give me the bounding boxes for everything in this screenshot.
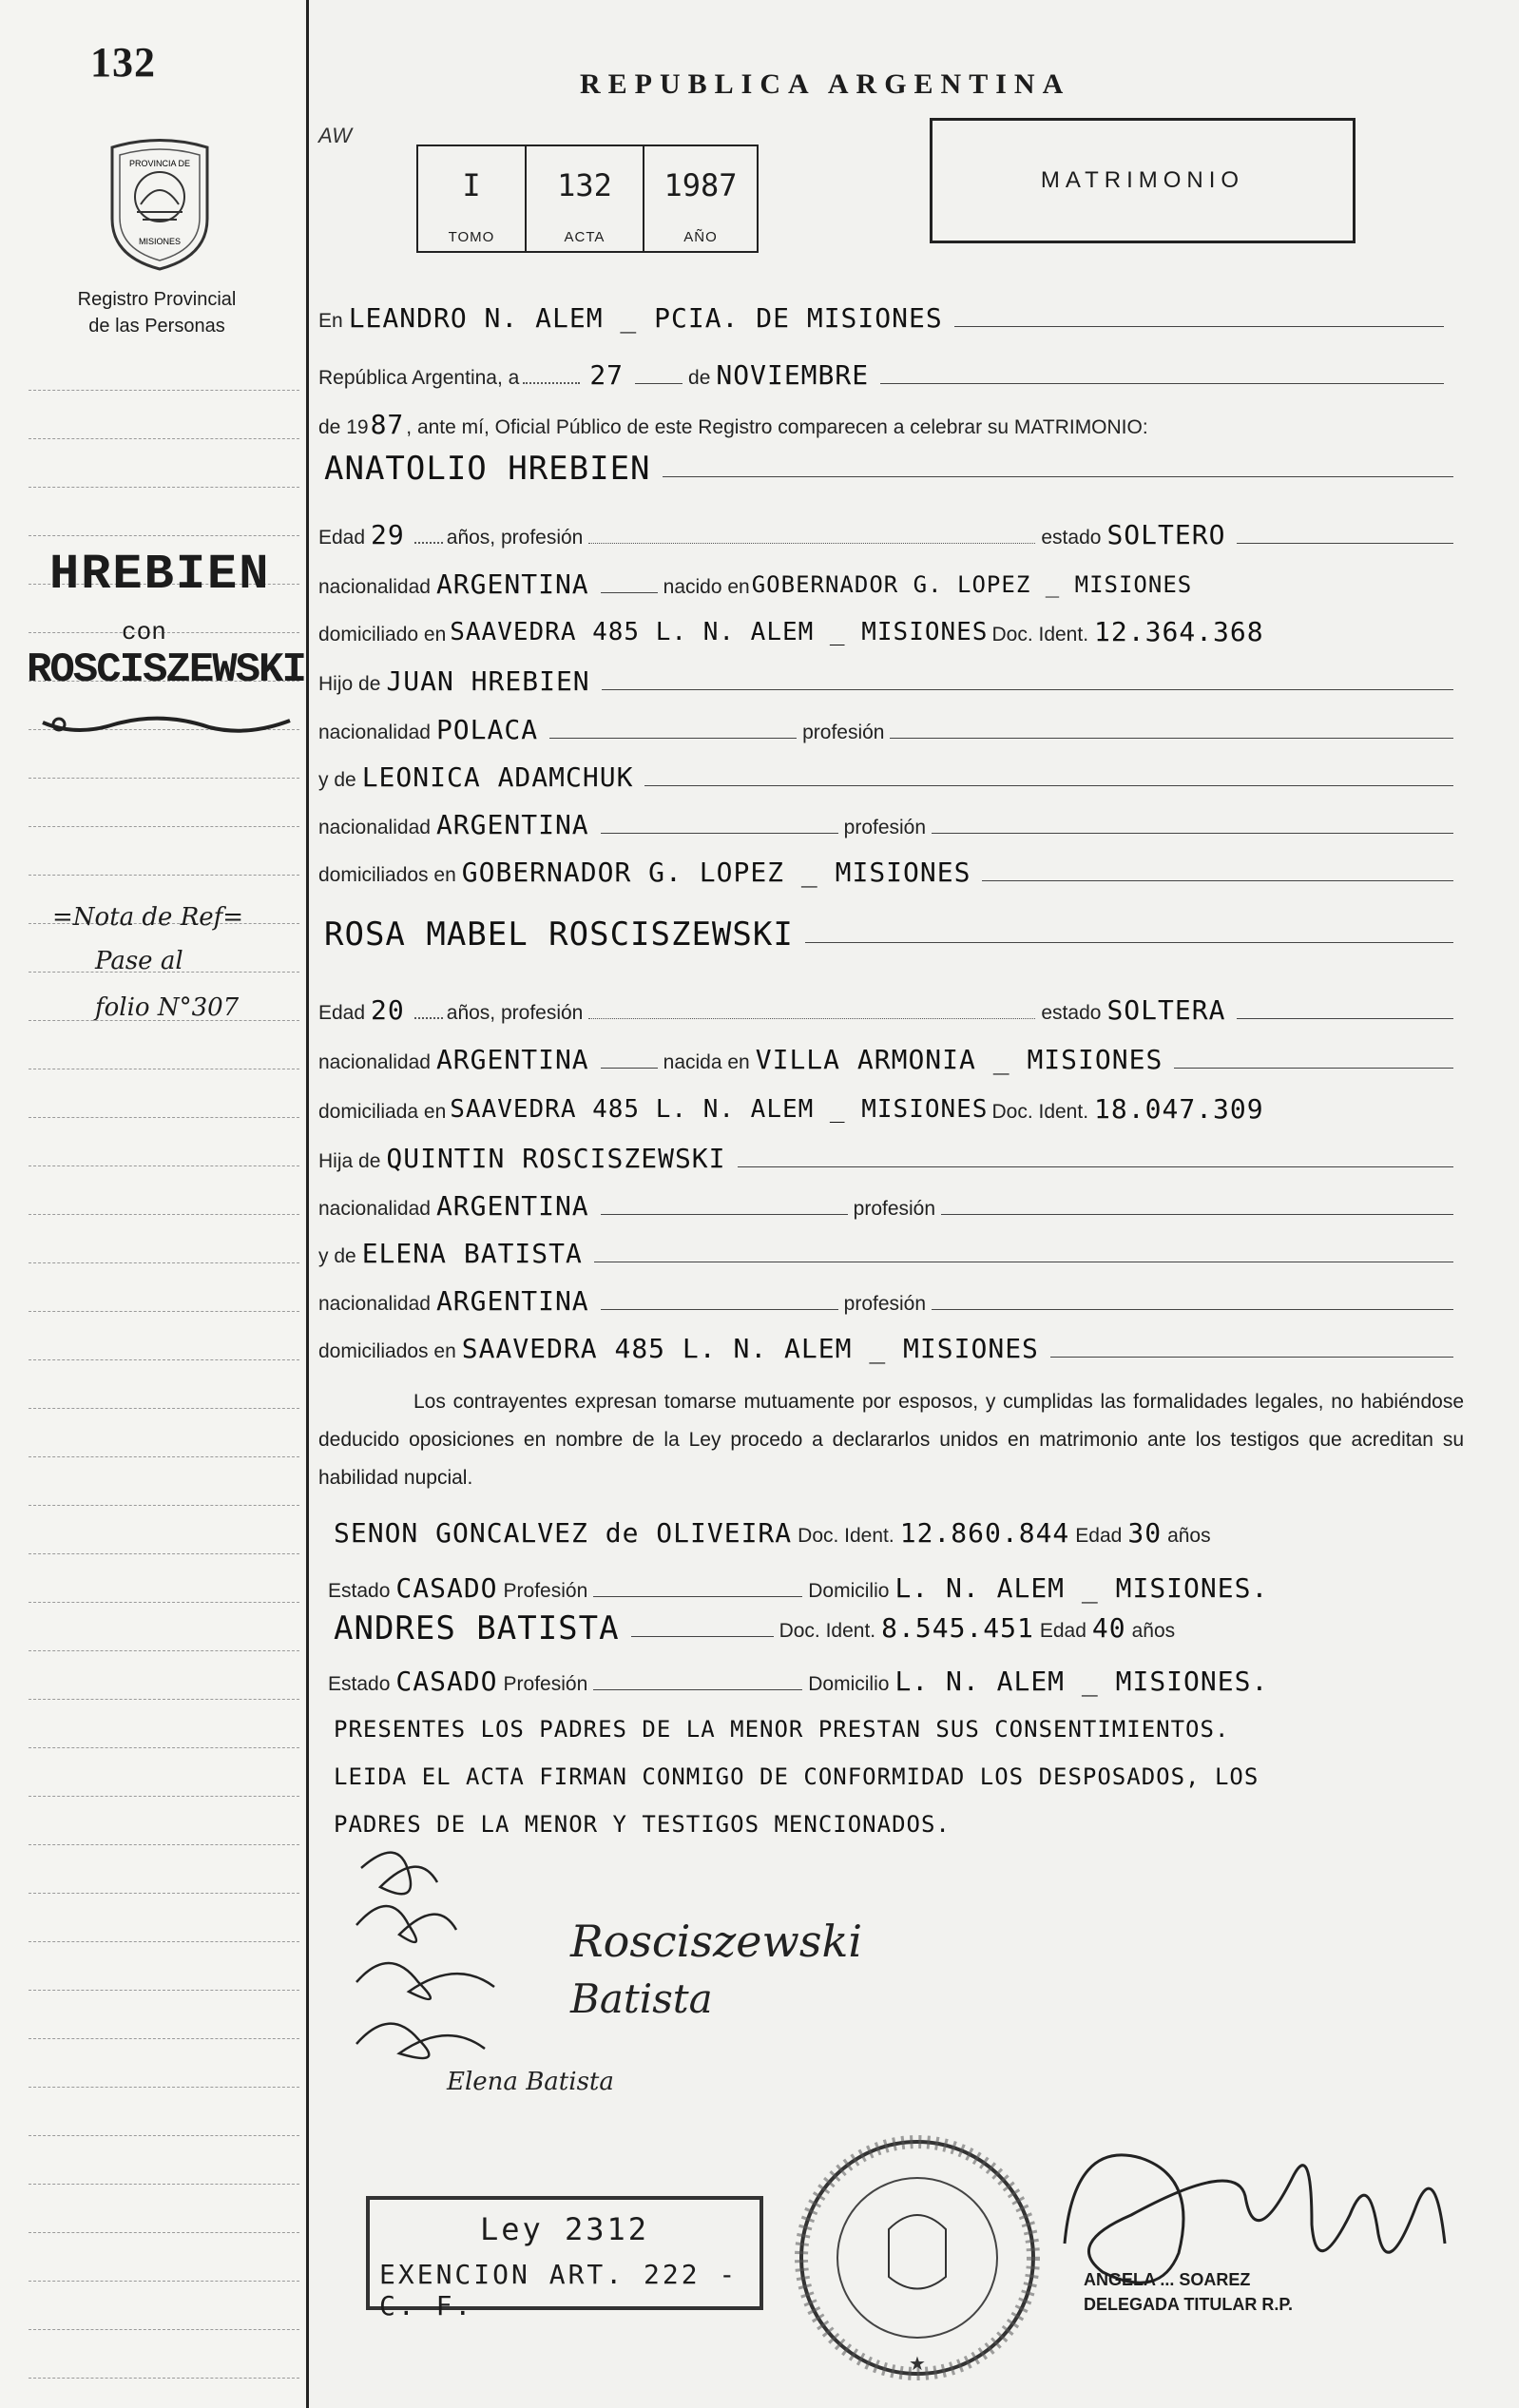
bride-mother-nac-row [318, 1280, 1459, 1316]
registry-label-line1: Registro Provincial [77, 289, 237, 310]
witness1-row [328, 1512, 1464, 1548]
margin-surname-bride: ROSCISZEWSKI [27, 646, 305, 694]
witness1-details-row [328, 1567, 1464, 1603]
margin-ruled-line [29, 1796, 299, 1797]
groom-edad-label: Edad [318, 527, 366, 549]
bride-mother-row [318, 1232, 1459, 1268]
margin-note-pase: Pase al [95, 947, 183, 975]
margin-note-ref: =Nota de Ref= [52, 903, 244, 932]
groom-nac-label: nacionalidad [318, 576, 431, 598]
tomo-label: TOMO [448, 229, 495, 245]
witness2-dom: L. N. ALEM _ MISIONES. [894, 1666, 1269, 1697]
margin-ruled-line [29, 2378, 299, 2379]
date-label: República Argentina, a [318, 367, 520, 389]
notes-line1-row [328, 1707, 1464, 1743]
official-title: DELEGADA TITULAR R.P. [1084, 2295, 1294, 2314]
margin-ruled-line [29, 1408, 299, 1409]
signature-batista: Batista [570, 1975, 713, 2022]
declaration-paragraph [318, 1383, 1464, 1497]
notes-line3: PADRES DE LA MENOR Y TESTIGOS MENCIONADOS. [334, 1811, 951, 1838]
margin-ruled-line [29, 2038, 299, 2039]
stamp-line1: Ley 2312 [479, 2211, 650, 2247]
groom-parents-dom-label: domiciliados en [318, 864, 456, 886]
crest-text-bottom: MISIONES [138, 237, 182, 246]
document-title: REPUBLICA ARGENTINA [580, 68, 1071, 100]
groom-name: ANATOLIO HREBIEN [324, 450, 651, 488]
groom-father-nac-label: nacionalidad [318, 722, 431, 743]
official-seal-icon [794, 2134, 1041, 2381]
margin-ruled-line [29, 1311, 299, 1312]
margin-ruled-line [29, 1359, 299, 1360]
margin-ruled-line [29, 826, 299, 827]
bride-mother: ELENA BATISTA [361, 1238, 583, 1269]
margin-ruled-line [29, 1165, 299, 1166]
notes-line2-row [328, 1755, 1464, 1791]
margin-rule [306, 0, 309, 2408]
groom-mother-row [318, 756, 1459, 792]
tomo-cell [418, 146, 527, 251]
bride-nac-label: nacionalidad [318, 1051, 431, 1073]
margin-ruled-line [29, 1747, 299, 1748]
groom-yde-label: y de [318, 769, 356, 791]
year-row [318, 403, 1450, 439]
signature-scribbles-icon [342, 1830, 589, 2096]
groom-dom-row [318, 610, 1473, 646]
place-row [318, 297, 1450, 333]
document-type: MATRIMONIO [1040, 167, 1245, 193]
official-stamp [1084, 2267, 1293, 2317]
witness1-doc-label: Doc. Ident. [798, 1525, 894, 1547]
margin-column [0, 0, 304, 2408]
bride-father: QUINTIN ROSCISZEWSKI [386, 1143, 726, 1174]
margin-ruled-line [29, 438, 299, 439]
margin-ruled-line [29, 1893, 299, 1894]
witness2-anos-label: años [1131, 1620, 1176, 1642]
record-box [416, 144, 759, 253]
margin-ruled-line [29, 1990, 299, 1991]
margin-ruled-line [29, 778, 299, 779]
bride-father-nac: ARGENTINA [435, 1190, 589, 1222]
bride-doc-label: Doc. Ident. [991, 1101, 1089, 1123]
margin-ruled-line [29, 1505, 299, 1506]
bride-parents-dom-label: domiciliados en [318, 1340, 456, 1362]
acta-label: ACTA [564, 229, 606, 245]
bride-parents-dom-row [318, 1327, 1459, 1363]
acta-value: 132 [557, 167, 612, 203]
margin-ruled-line [29, 2087, 299, 2088]
exemption-stamp [366, 2196, 763, 2321]
witness2-row [328, 1607, 1464, 1647]
bride-estado-label: estado [1041, 1002, 1102, 1024]
bride-doc: 18.047.309 [1094, 1093, 1264, 1125]
margin-ruled-line [29, 1117, 299, 1118]
bride-father-nac-label: nacionalidad [318, 1198, 431, 1220]
groom-edad-row [318, 513, 1459, 549]
groom-mother-nac-row [318, 803, 1459, 839]
margin-ruled-line [29, 1456, 299, 1457]
margin-ruled-line [29, 1602, 299, 1603]
signature-rosciszewski: Rosciszewski [570, 1916, 863, 1967]
groom-nac: ARGENTINA [435, 568, 589, 600]
groom-estado: SOLTERO [1106, 519, 1226, 550]
acta-cell [527, 146, 644, 251]
bride-edad: 20 [371, 994, 405, 1026]
year-label: de 19 [318, 416, 369, 438]
margin-ruled-line [29, 2184, 299, 2185]
margin-ruled-line [29, 875, 299, 876]
witness2-dom-label: Domicilio [808, 1673, 890, 1695]
registry-label-line2: de las Personas [88, 316, 225, 337]
groom-father-prof-label: profesión [802, 722, 885, 743]
page-number: 132 [90, 39, 156, 86]
margin-ruled-line [29, 2232, 299, 2233]
bride-dom: SAAVEDRA 485 L. N. ALEM _ MISIONES [450, 1095, 989, 1124]
margin-ruled-line [29, 390, 299, 391]
year-rest-text: , ante mí, Oficial Público de este Registro comparecen a celebrar su MATRIMONIO: [406, 416, 1148, 438]
groom-father-row [318, 660, 1459, 696]
bride-father-nac-row [318, 1185, 1459, 1221]
witness1-name: SENON GONCALVEZ de OLIVEIRA [334, 1517, 793, 1549]
bride-parents-dom: SAAVEDRA 485 L. N. ALEM _ MISIONES [461, 1333, 1039, 1364]
bride-hija-label: Hija de [318, 1150, 381, 1172]
bride-father-row [318, 1137, 1459, 1173]
notes-line2: LEIDA EL ACTA FIRMAN CONMIGO DE CONFORMIDAD LOS DESPOSADOS, LOS [334, 1763, 1259, 1790]
groom-mother-nac: ARGENTINA [435, 809, 589, 840]
groom-father: JUAN HREBIEN [386, 665, 590, 697]
witness1-prof-label: Profesión [503, 1580, 588, 1602]
witness2-doc: 8.545.451 [881, 1612, 1034, 1644]
witness2-name: ANDRES BATISTA [334, 1609, 620, 1647]
crest-text-top: PROVINCIA DE [128, 159, 191, 168]
bride-nacido-label: nacida en [663, 1051, 750, 1073]
witness2-prof-label: Profesión [503, 1673, 588, 1695]
notes-line1: PRESENTES LOS PADRES DE LA MENOR PRESTAN SUS CONSENTIMIENTOS. [334, 1716, 1230, 1743]
witness2-details-row [328, 1660, 1464, 1696]
bride-name: ROSA MABEL ROSCISZEWSKI [324, 915, 794, 954]
witness1-dom-label: Domicilio [808, 1580, 890, 1602]
margin-ruled-line [29, 535, 299, 536]
groom-mother-prof-label: profesión [843, 817, 927, 838]
groom-parents-dom: GOBERNADOR G. LOPEZ _ MISIONES [461, 857, 971, 888]
ano-value: 1987 [663, 167, 738, 203]
groom-edad: 29 [371, 519, 405, 550]
margin-ruled-line [29, 1262, 299, 1263]
year-value: 87 [370, 409, 405, 440]
groom-nac-row [318, 563, 1473, 599]
witness2-estado-label: Estado [328, 1673, 391, 1695]
date-month: NOVIEMBRE [716, 359, 870, 391]
margin-ruled-line [29, 1214, 299, 1215]
place-label: En [318, 310, 343, 332]
ano-cell [644, 146, 757, 251]
place-value: LEANDRO N. ALEM _ PCIA. DE MISIONES [348, 302, 943, 334]
official-name: ANGELA ... SOAREZ [1084, 2270, 1251, 2289]
witness1-estado-label: Estado [328, 1580, 391, 1602]
groom-anos-label: años, profesión [446, 527, 584, 549]
groom-dom-label: domiciliado en [318, 624, 447, 645]
groom-parents-dom-row [318, 851, 1459, 887]
margin-ruled-line [29, 487, 299, 488]
bride-dom-row [318, 1088, 1473, 1124]
svg-text:★: ★ [909, 2352, 926, 2375]
tomo-value: I [462, 167, 481, 203]
bride-edad-row [318, 989, 1459, 1025]
margin-ruled-line [29, 1699, 299, 1700]
margin-connector: con [122, 618, 166, 646]
margin-ruled-line [29, 1650, 299, 1651]
margin-surname-groom: HREBIEN [49, 547, 271, 603]
margin-ruled-line [29, 1941, 299, 1942]
groom-mother-nac-label: nacionalidad [318, 817, 431, 838]
groom-hijo-label: Hijo de [318, 673, 381, 695]
witness2-doc-label: Doc. Ident. [779, 1620, 876, 1642]
stamp-line2: EXENCION ART. 222 - C. F. [379, 2259, 739, 2321]
witness2-edad: 40 [1091, 1612, 1126, 1644]
margin-ruled-line [29, 1844, 299, 1845]
groom-father-nac-row [318, 708, 1459, 744]
margin-flourish-icon [38, 703, 295, 742]
bride-mother-nac: ARGENTINA [435, 1285, 589, 1317]
bride-estado: SOLTERA [1106, 994, 1226, 1026]
groom-estado-label: estado [1041, 527, 1102, 549]
groom-doc: 12.364.368 [1094, 616, 1264, 647]
witness2-estado: CASADO [395, 1666, 498, 1697]
groom-mother: LEONICA ADAMCHUK [361, 761, 634, 793]
margin-ruled-line [29, 2329, 299, 2330]
groom-father-nac: POLACA [435, 714, 539, 745]
bride-yde-label: y de [318, 1245, 356, 1267]
declaration-text: Los contrayentes expresan tomarse mutuamente por esposos, y cumplidas las formalidades legales, no habiéndose deducido oposiciones en nombre de la Ley procedo a declararlos unidos en matrimonio ante los testigos que acreditan su habilidad nupcial. [318, 1391, 1464, 1489]
witness2-edad-label: Edad [1039, 1620, 1086, 1642]
groom-doc-label: Doc. Ident. [991, 624, 1089, 645]
signature-elena-batista: Elena Batista [447, 2068, 614, 2096]
witness1-edad: 30 [1127, 1517, 1163, 1549]
date-de-label: de [688, 367, 711, 389]
bride-nacido: VILLA ARMONIA _ MISIONES [755, 1044, 1163, 1075]
margin-note-folio: folio N°307 [95, 993, 240, 1022]
bride-edad-label: Edad [318, 1002, 366, 1024]
witness1-estado: CASADO [395, 1572, 498, 1604]
ano-label: AÑO [683, 229, 718, 245]
bride-nac: ARGENTINA [435, 1044, 589, 1075]
groom-name-row [318, 447, 1459, 488]
margin-ruled-line [29, 1553, 299, 1554]
groom-nacido-label: nacido en [663, 576, 750, 598]
date-day: 27 [589, 359, 625, 391]
bride-mother-nac-label: nacionalidad [318, 1293, 431, 1315]
witness1-edad-label: Edad [1075, 1525, 1123, 1547]
groom-nacido: GOBERNADOR G. LOPEZ _ MISIONES [751, 571, 1193, 598]
aw-annotation: AW [318, 124, 353, 147]
provincial-crest-icon [103, 138, 217, 271]
bride-anos-label: años, profesión [446, 1002, 584, 1024]
witness1-anos-label: años [1167, 1525, 1211, 1547]
bride-nac-row [318, 1038, 1459, 1074]
date-row [318, 354, 1450, 390]
bride-mother-prof-label: profesión [843, 1293, 927, 1315]
bride-name-row [318, 913, 1459, 954]
document-type-box [930, 118, 1356, 243]
witness1-dom: L. N. ALEM _ MISIONES. [894, 1572, 1269, 1604]
witness1-doc: 12.860.844 [899, 1517, 1070, 1549]
bride-dom-label: domiciliada en [318, 1101, 447, 1123]
groom-dom: SAAVEDRA 485 L. N. ALEM _ MISIONES [450, 618, 989, 646]
margin-ruled-line [29, 2135, 299, 2136]
margin-ruled-line [29, 2281, 299, 2282]
bride-father-prof-label: profesión [853, 1198, 936, 1220]
